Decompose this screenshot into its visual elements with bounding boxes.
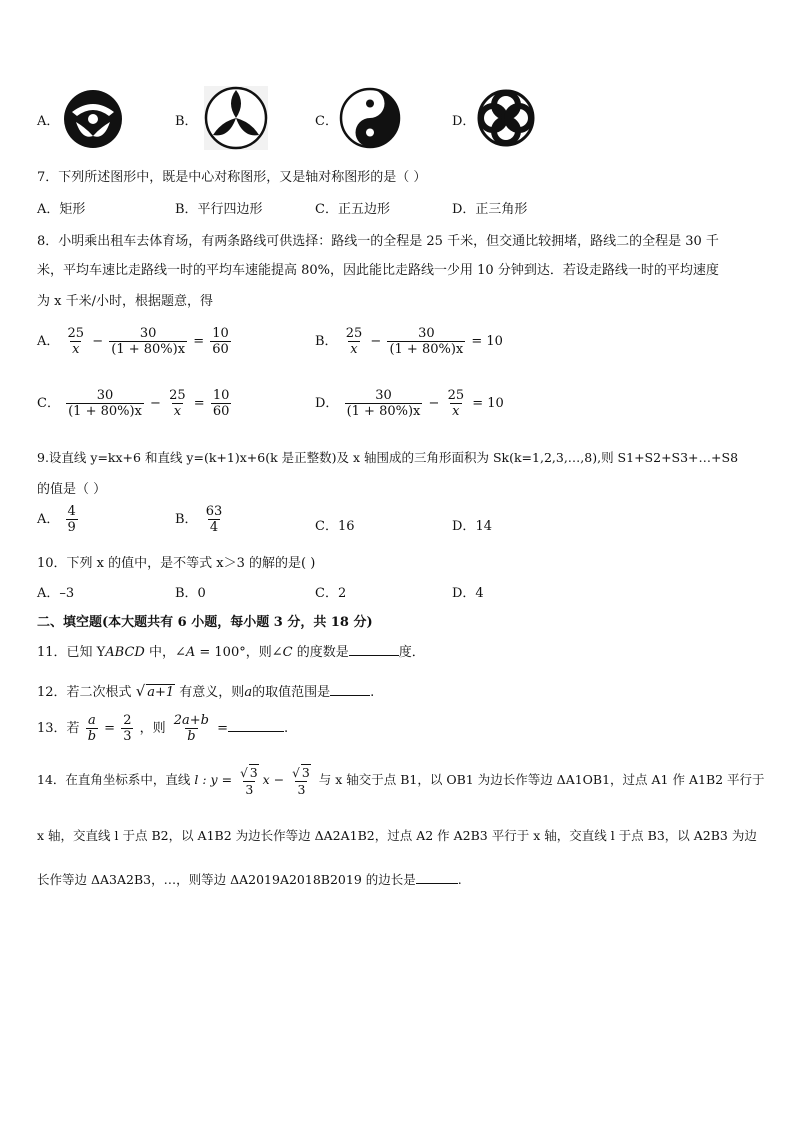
q8-line-3: 为 x 千米/小时，根据题意，得 — [37, 294, 213, 309]
answer-blank[interactable] — [228, 719, 284, 732]
q10-option-c: C．2 — [315, 586, 347, 601]
q9-option-a: A． $\frac{4}{9}$ — [37, 504, 76, 535]
q6-option-c-label: C． — [315, 114, 338, 129]
yin-yang-icon — [338, 86, 402, 150]
q9-option-d: D．14 — [452, 519, 492, 534]
q7-option-d: D．正三角形 — [452, 202, 528, 217]
q6-option-b-label: B． — [175, 114, 198, 129]
q7-stem: 7．下列所述图形中，既是中心对称图形，又是轴对称图形的是（ ） — [37, 170, 427, 185]
answer-blank[interactable] — [330, 683, 370, 696]
four-petal-icon — [476, 88, 536, 148]
q10-option-d: D．4 — [452, 586, 484, 601]
q9-option-c: C．16 — [315, 519, 355, 534]
q8-option-b: B． $\frac{25}{x}$ − $\frac{30}{(1 + 80\%)x}$ = 10 — [315, 326, 503, 357]
q8-option-c-label: C． — [37, 396, 60, 411]
q10-option-a: A．–3 — [37, 586, 75, 601]
q9-line-1: 9.设直线 y=kx+6 和直线 y=(k+1)x+6(k 是正整数)及 x 轴围成的三角形面积为 Sk(k=1,2,3,…,8),则 S1+S2+S3+…+S8 — [37, 450, 739, 465]
three-leaf-icon — [203, 85, 269, 151]
answer-blank[interactable] — [416, 871, 458, 884]
q8-option-d-label: D． — [315, 396, 339, 411]
q6-option-a-label: A． — [37, 114, 60, 129]
q12: 12．若二次根式 √ a+1 有意义，则a的取值范围是 . — [37, 682, 375, 700]
q8-line-1: 8．小明乘出租车去体育场，有两条路线可供选择：路线一的全程是 25 千米，但交通比较拥堵，路线二的全程是 30 千 — [37, 234, 719, 249]
q14-line-3: 长作等边 ΔA3A2B3，…，则等边 ΔA2019A2018B2019 的边长是 . — [37, 872, 462, 887]
section-title: 二、填空题(本大题共有 6 小题，每小题 3 分，共 18 分) — [37, 615, 373, 630]
q14-line-2: x 轴，交直线 l 于点 B2，以 A1B2 为边长作等边 ΔA2A1B2，过点 A2 作 A2B3 平行于 x 轴，交直线 l 于点 B3，以 A2B3 为边 — [37, 828, 757, 843]
q8-option-d: D． $\frac{30}{(1 + 80\%)x}$ − $\frac{25}{x}$ = 10 — [315, 388, 504, 419]
fraction-30-over-180x: $\frac{30}{(1 + 80\%)x}$ — [111, 326, 186, 357]
q13: 13．若 $\frac{a}{b}$ = $\frac{2}{3}$ ，则 $\frac{2a+b}{b}$ = . — [37, 713, 289, 744]
q7-option-b: B．平行四边形 — [175, 202, 263, 217]
q8-option-c: C． $\frac{30}{(1 + 80\%)x}$ − $\frac{25}{x}$ = $\frac{10}{60}$ — [37, 388, 230, 419]
q10-option-b: B．0 — [175, 586, 206, 601]
q9-line-2: 的值是（ ） — [37, 482, 107, 497]
q7-option-a: A．矩形 — [37, 202, 86, 217]
q9-option-b: B． $\frac{63}{4}$ — [175, 504, 223, 535]
q8-option-a: A． $\frac{25}{x}$ − $\frac{30}{(1 + 80\%)x}$ = $\frac{10}{60}$ — [37, 326, 229, 357]
kindergarten-logo-icon — [62, 88, 124, 150]
fraction-10-over-60: $\frac{10}{60}$ — [212, 326, 229, 357]
q8-option-b-label: B． — [315, 334, 338, 349]
q8-line-2: 米，平均车速比走路线一时的平均车速能提高 80%，因此能比走路线一少用 10 分钟到达．若设走路线一时的平均速度 — [37, 263, 719, 278]
q6-option-d-label: D． — [452, 114, 476, 129]
q11: 11．已知 YABCD 中，∠A = 100°，则∠C 的度数是 度． — [37, 645, 425, 660]
q7-option-c: C．正五边形 — [315, 202, 390, 217]
fraction-25-over-x: $\frac{25}{x}$ — [67, 326, 85, 357]
q8-option-a-label: A． — [37, 334, 60, 349]
q14-line-1: 14．在直角坐标系中，直线 l : y = $\frac{√ 3}{3}$ x − $\frac{√ 3}{3}$ 与 x 轴交于点 B1，以 OB1 为边长作等边 ΔA1OB1，过点 A1 作 A1B2 平行于 — [37, 765, 765, 797]
q10-stem: 10．下列 x 的值中，是不等式 x＞3 的解的是( ) — [37, 556, 316, 571]
answer-blank[interactable] — [349, 643, 399, 656]
